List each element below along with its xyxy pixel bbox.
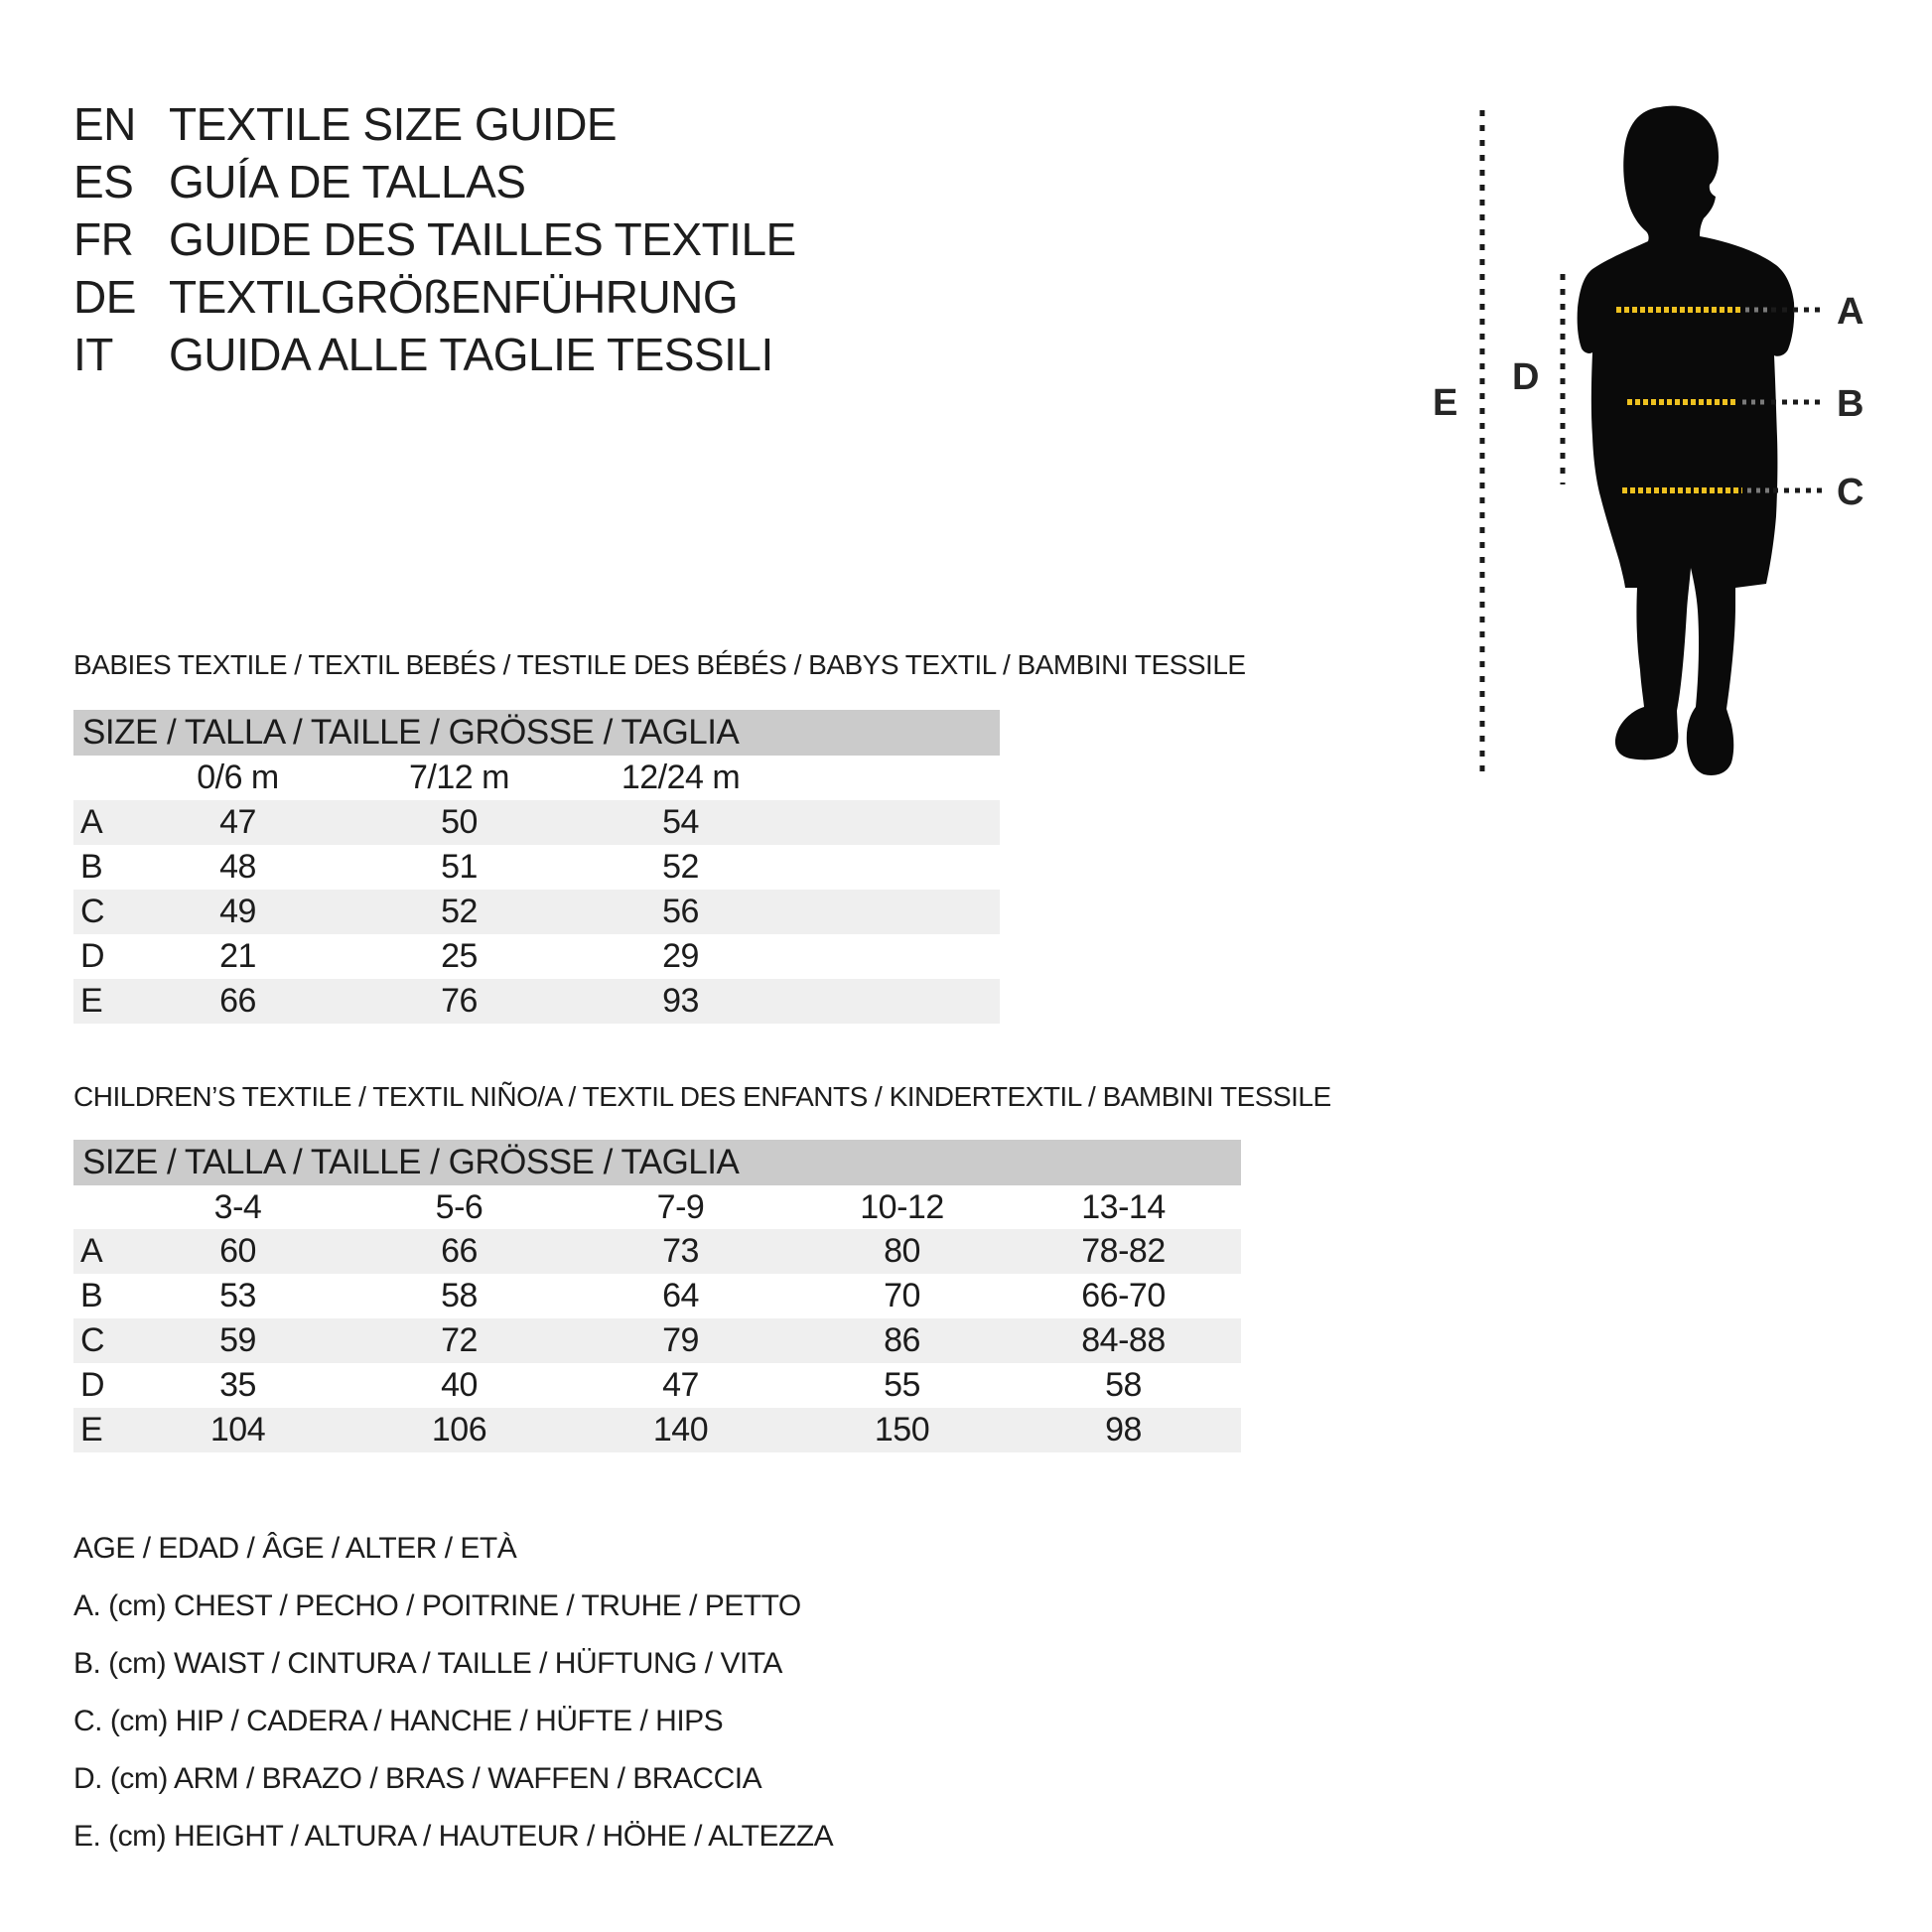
measurement-legend (73, 1520, 833, 1865)
cell: 106 (431, 1411, 487, 1449)
cell: 56 (662, 893, 699, 930)
lang-title: TEXTILE SIZE GUIDE (169, 98, 618, 150)
children-col-header: 5-6 (435, 1187, 483, 1226)
row-label: C (80, 893, 105, 930)
marker-label-c: C (1837, 472, 1863, 513)
cell: 21 (219, 937, 256, 975)
lang-code: ES (73, 156, 134, 207)
cell: 50 (441, 803, 478, 841)
cell: 52 (441, 893, 478, 930)
cell: 29 (662, 937, 699, 975)
cell: 84-88 (1081, 1321, 1166, 1359)
babies-row-a (73, 800, 1000, 845)
cell: 25 (441, 937, 478, 975)
children-header-row (73, 1185, 1241, 1229)
cell: 150 (874, 1411, 930, 1449)
legend-waist-line: B. (cm) WAIST / CINTURA / TAILLE / HÜFTUNG / VITA (73, 1647, 782, 1680)
children-size-bar-label: SIZE / TALLA / TAILLE / GRÖSSE / TAGLIA (82, 1143, 740, 1181)
children-row-e (73, 1408, 1241, 1452)
cell: 80 (884, 1232, 920, 1270)
cell: 53 (219, 1277, 256, 1314)
cell: 64 (662, 1277, 699, 1314)
cell: 35 (219, 1366, 256, 1404)
lang-title: GUÍA DE TALLAS (169, 156, 526, 207)
babies-col-header: 7/12 m (409, 759, 509, 796)
cell: 73 (662, 1232, 699, 1270)
marker-label-a: A (1837, 291, 1863, 333)
babies-row-c (73, 890, 1000, 934)
row-label: A (80, 1232, 103, 1270)
cell: 54 (662, 803, 699, 841)
lang-row-en (73, 95, 796, 153)
language-title-block (73, 95, 796, 383)
row-label: D (80, 937, 105, 975)
cell: 86 (884, 1321, 920, 1359)
marker-label-b: B (1837, 383, 1863, 425)
babies-col-header: 12/24 m (621, 759, 741, 796)
row-label: A (80, 803, 103, 841)
row-label: C (80, 1321, 105, 1359)
legend-arm-line: D. (cm) ARM / BRAZO / BRAS / WAFFEN / BRACCIA (73, 1762, 762, 1795)
row-label: B (80, 848, 103, 886)
cell: 72 (441, 1321, 478, 1359)
lang-code: DE (73, 271, 136, 323)
row-label: E (80, 1411, 103, 1449)
cell: 58 (441, 1277, 478, 1314)
legend-chest-line: A. (cm) CHEST / PECHO / POITRINE / TRUHE / PETTO (73, 1589, 801, 1622)
cell: 93 (662, 982, 699, 1020)
cell: 47 (219, 803, 256, 841)
lang-row-es (73, 153, 796, 210)
cell: 52 (662, 848, 699, 886)
children-col-header: 3-4 (213, 1187, 262, 1226)
cell: 59 (219, 1321, 256, 1359)
marker-label-d: D (1512, 356, 1539, 398)
child-silhouette-diagram (1390, 60, 1932, 794)
children-size-bar (73, 1140, 1241, 1185)
cell: 66 (219, 982, 256, 1020)
lang-row-it (73, 326, 796, 383)
children-col-header: 13-14 (1081, 1187, 1166, 1226)
children-col-header: 7-9 (656, 1187, 705, 1226)
cell: 51 (441, 848, 478, 886)
babies-row-e (73, 979, 1000, 1024)
cell: 49 (219, 893, 256, 930)
child-silhouette (1578, 106, 1795, 775)
children-col-header: 10-12 (860, 1187, 944, 1226)
babies-size-bar (73, 710, 1000, 756)
row-label: D (80, 1366, 105, 1404)
measurement-figure (1390, 60, 1932, 794)
lang-code: IT (73, 329, 113, 380)
babies-row-b (73, 845, 1000, 890)
children-section-heading: CHILDREN’S TEXTILE / TEXTIL NIÑO/A / TEXTIL DES ENFANTS / KINDERTEXTIL / BAMBINI TESSILE (73, 1081, 1331, 1112)
lang-row-de (73, 268, 796, 326)
cell: 48 (219, 848, 256, 886)
row-label: E (80, 982, 103, 1020)
cell: 55 (884, 1366, 920, 1404)
cell: 60 (219, 1232, 256, 1270)
cell: 70 (884, 1277, 920, 1314)
children-row-a (73, 1229, 1241, 1274)
babies-section-heading: BABIES TEXTILE / TEXTIL BEBÉS / TESTILE DES BÉBÉS / BABYS TEXTIL / BAMBINI TESSILE (73, 649, 1246, 680)
legend-hip-line: C. (cm) HIP / CADERA / HANCHE / HÜFTE / HIPS (73, 1705, 724, 1737)
lang-row-fr (73, 210, 796, 268)
lang-title: GUIDE DES TAILLES TEXTILE (169, 213, 796, 265)
cell: 79 (662, 1321, 699, 1359)
cell: 140 (652, 1411, 709, 1449)
legend-age-line: AGE / EDAD / ÂGE / ALTER / ETÀ (73, 1532, 517, 1565)
children-row-d (73, 1363, 1241, 1408)
babies-table (73, 756, 1000, 1024)
cell: 78-82 (1081, 1232, 1166, 1270)
children-table (73, 1185, 1241, 1452)
children-row-c (73, 1318, 1241, 1363)
lang-title: GUIDA ALLE TAGLIE TESSILI (169, 329, 773, 380)
cell: 66-70 (1081, 1277, 1166, 1314)
cell: 104 (209, 1411, 266, 1449)
lang-code: EN (73, 98, 136, 150)
babies-header-row (73, 756, 1000, 800)
babies-row-d (73, 934, 1000, 979)
lang-title: TEXTILGRÖßENFÜHRUNG (169, 271, 739, 323)
row-label: B (80, 1277, 103, 1314)
babies-col-header: 0/6 m (197, 759, 279, 796)
cell: 66 (441, 1232, 478, 1270)
babies-size-bar-label: SIZE / TALLA / TAILLE / GRÖSSE / TAGLIA (82, 713, 740, 752)
cell: 40 (441, 1366, 478, 1404)
marker-label-e: E (1433, 382, 1457, 424)
cell: 98 (1105, 1411, 1142, 1449)
cell: 58 (1105, 1366, 1142, 1404)
legend-height-line: E. (cm) HEIGHT / ALTURA / HAUTEUR / HÖHE / ALTEZZA (73, 1820, 834, 1853)
children-row-b (73, 1274, 1241, 1318)
cell: 47 (662, 1366, 699, 1404)
lang-code: FR (73, 213, 134, 265)
cell: 76 (441, 982, 478, 1020)
